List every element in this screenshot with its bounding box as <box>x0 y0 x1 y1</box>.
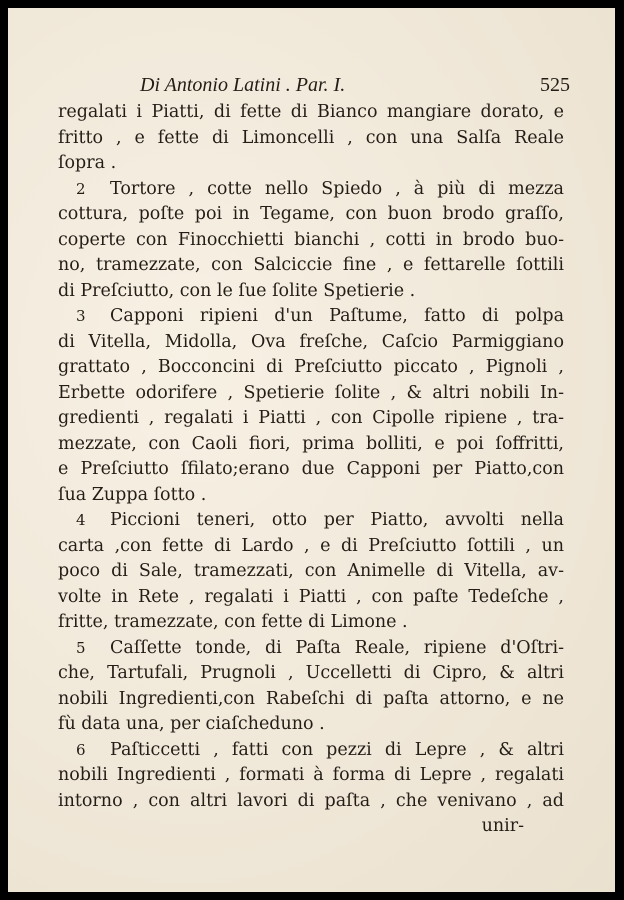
running-header <box>140 74 570 96</box>
text-line: poco di Sale, tramezzati, con Animelle di Vitella, av- <box>58 561 564 581</box>
text-line: di Preſciutto, con le ſue ſolite Spetierie . <box>58 280 416 301</box>
running-title: Di Antonio Latini . Par. I. <box>140 74 346 96</box>
text-line: Paſticcetti , fatti con pezzi di Lepre , & altri <box>110 739 564 760</box>
text-line: volte in Rete , regalati i Piatti , con paſte Tedeſche , <box>58 586 564 607</box>
text-line: Erbette odorifere , Spetierie ſolite , & altri nobili In- <box>58 382 564 403</box>
text-line: no, tramezzate, con Salciccie fine , e fettarelle ſottili <box>58 255 564 275</box>
text-line: gredienti , regalati i Piatti , con Cipolle ripiene , tra- <box>58 408 564 428</box>
paragraph-6-first-line <box>58 738 564 764</box>
text-line: mezzate, con Caoli fiori, prima bolliti, e poi ſoffritti, <box>58 433 564 454</box>
text-line: cottura, poſte poi in Tegame, con buon brodo graſſo, <box>58 204 564 224</box>
page-number: 525 <box>540 74 570 96</box>
item-number: 4 <box>76 511 86 529</box>
body-text <box>58 100 564 840</box>
text-line: coperte con Finocchietti bianchi , cotti in brodo buo- <box>58 229 564 250</box>
text-line: ſua Zuppa ſotto . <box>58 484 207 505</box>
text-line: Tortore , cotte nello Spiedo , à più di mezza <box>110 178 564 199</box>
catchword: unir- <box>481 816 524 836</box>
paragraph-2-first-line <box>58 177 564 203</box>
text-line: nobili Ingredienti , formati à forma di Lepre , regalati <box>58 765 564 785</box>
text-line: fritto , e fette di Limoncelli , con una Salſa Reale <box>58 127 564 148</box>
text-line: intorno , con altri lavori di paſta , che venivano , ad <box>58 790 564 811</box>
item-number: 5 <box>76 638 86 657</box>
text-line: grattato , Bocconcini di Preſciutto piccato , Pignoli , <box>58 357 564 377</box>
text-line: e Preſciutto ſfilato;erano due Capponi per Piatto,con <box>58 459 564 479</box>
text-line: regalati i Piatti, di fette di Bianco mangiare dorato, e <box>58 102 564 122</box>
text-line: di Vitella, Midolla, Ova freſche, Caſcio Parmiggiano <box>58 331 564 352</box>
item-number: 6 <box>76 740 86 759</box>
text-line: nobili Ingredienti,con Rabeſchi di paſta attorno, e ne <box>58 688 564 709</box>
paragraph-3-first-line <box>58 304 564 330</box>
text-line: che, Tartufali, Prugnoli , Uccelletti di Cipro, & altri <box>58 663 564 683</box>
text-line: ſopra . <box>58 153 117 173</box>
text-line: Capponi ripieni d'un Paſtume, fatto di polpa <box>110 306 564 326</box>
text-line: fù data una, per ciaſcheduno . <box>58 714 325 734</box>
paragraph-5-first-line <box>58 636 564 662</box>
item-number: 2 <box>76 179 86 198</box>
text-line: Piccioni teneri, otto per Piatto, avvolti nella <box>110 510 564 530</box>
paragraph-4-first-line <box>58 508 564 534</box>
text-line: fritte, tramezzate, con fette di Limone . <box>58 612 408 632</box>
text-line: Caſſette tonde, di Paſta Reale, ripiene d'Oſtri- <box>110 637 564 658</box>
text-line: carta ,con fette di Lardo , e di Preſciutto ſottili , un <box>58 535 564 556</box>
item-number: 3 <box>76 307 86 325</box>
